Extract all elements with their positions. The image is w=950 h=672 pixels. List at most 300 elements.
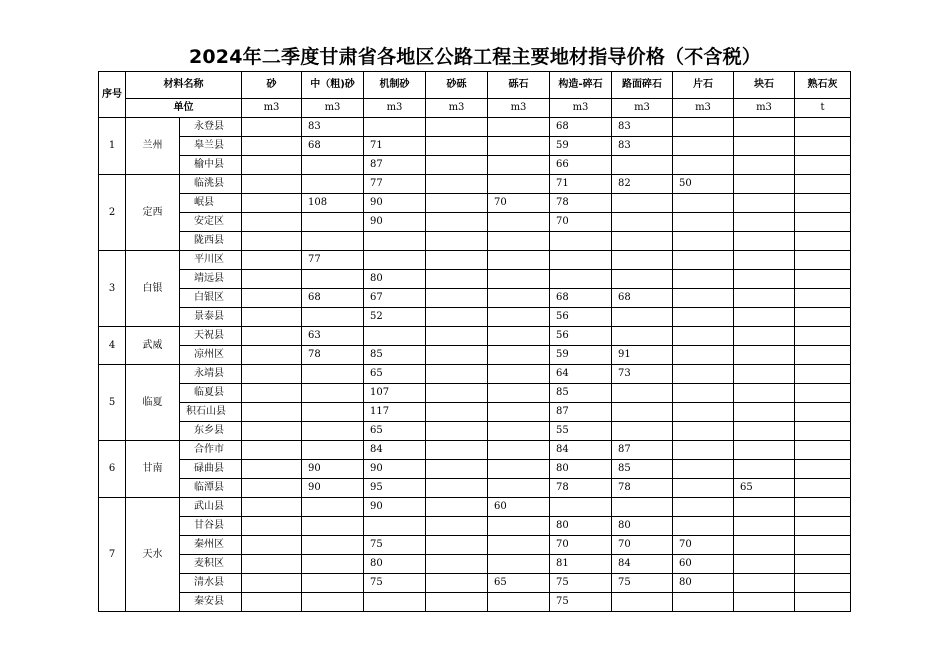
county-name: 东乡县 <box>180 422 242 441</box>
price-cell <box>550 270 612 289</box>
price-cell <box>426 536 488 555</box>
price-cell <box>488 479 550 498</box>
price-cell <box>302 270 364 289</box>
region-seq: 2 <box>99 175 126 251</box>
price-cell <box>426 498 488 517</box>
price-cell <box>612 384 673 403</box>
price-cell <box>795 403 851 422</box>
price-cell <box>795 365 851 384</box>
price-cell <box>795 460 851 479</box>
price-cell: 70 <box>612 536 673 555</box>
price-cell <box>488 251 550 270</box>
price-cell <box>426 156 488 175</box>
price-cell: 71 <box>550 175 612 194</box>
price-cell: 117 <box>364 403 426 422</box>
price-cell <box>426 593 488 612</box>
price-cell: 80 <box>673 574 734 593</box>
price-cell <box>242 422 302 441</box>
table-row <box>99 194 851 213</box>
price-cell <box>488 536 550 555</box>
price-cell: 68 <box>612 289 673 308</box>
price-cell <box>795 270 851 289</box>
price-cell <box>795 498 851 517</box>
price-cell <box>673 517 734 536</box>
price-cell <box>242 403 302 422</box>
price-cell <box>426 327 488 346</box>
price-cell <box>734 460 795 479</box>
page-title: 2024年二季度甘肃省各地区公路工程主要地材指导价格（不含税） <box>188 46 762 68</box>
price-cell: 85 <box>364 346 426 365</box>
header-seq: 序号 <box>99 72 126 118</box>
price-cell: 91 <box>612 346 673 365</box>
price-cell <box>364 118 426 137</box>
price-cell: 75 <box>364 536 426 555</box>
price-cell: 82 <box>612 175 673 194</box>
header-material: 砾石 <box>488 72 550 99</box>
price-cell: 65 <box>364 365 426 384</box>
price-cell <box>242 384 302 403</box>
price-cell: 78 <box>302 346 364 365</box>
price-cell: 60 <box>673 555 734 574</box>
table-row <box>99 289 851 308</box>
price-cell <box>364 251 426 270</box>
price-cell <box>673 137 734 156</box>
table-row <box>99 175 851 194</box>
price-cell: 75 <box>364 574 426 593</box>
price-cell <box>426 403 488 422</box>
table-row <box>99 232 851 251</box>
price-cell: 65 <box>734 479 795 498</box>
table-row <box>99 365 851 384</box>
price-cell <box>242 118 302 137</box>
price-cell <box>734 593 795 612</box>
price-cell <box>673 422 734 441</box>
price-cell <box>242 289 302 308</box>
price-cell <box>302 403 364 422</box>
price-cell <box>302 498 364 517</box>
price-cell <box>302 384 364 403</box>
price-cell <box>795 441 851 460</box>
price-cell: 87 <box>550 403 612 422</box>
table-row <box>99 517 851 536</box>
price-cell <box>426 517 488 536</box>
price-cell <box>426 479 488 498</box>
region-seq: 7 <box>99 498 126 612</box>
price-cell <box>426 289 488 308</box>
price-cell <box>426 232 488 251</box>
price-cell <box>612 403 673 422</box>
price-cell <box>673 270 734 289</box>
price-cell <box>242 574 302 593</box>
price-cell <box>242 517 302 536</box>
price-cell <box>795 327 851 346</box>
price-cell <box>302 156 364 175</box>
header-unit: m3 <box>242 99 302 118</box>
price-cell: 68 <box>550 118 612 137</box>
price-cell <box>673 365 734 384</box>
price-cell <box>426 118 488 137</box>
price-cell <box>734 384 795 403</box>
price-cell: 80 <box>550 460 612 479</box>
county-name: 合作市 <box>180 441 242 460</box>
table-row <box>99 555 851 574</box>
price-cell <box>734 346 795 365</box>
price-cell <box>612 270 673 289</box>
price-cell <box>242 156 302 175</box>
price-cell <box>734 555 795 574</box>
price-cell <box>242 479 302 498</box>
price-cell: 56 <box>550 308 612 327</box>
price-cell <box>673 498 734 517</box>
header-unit: m3 <box>734 99 795 118</box>
header-unit: m3 <box>426 99 488 118</box>
price-cell: 107 <box>364 384 426 403</box>
price-cell <box>426 213 488 232</box>
price-cell <box>364 232 426 251</box>
table-row <box>99 441 851 460</box>
header-unit: m3 <box>673 99 734 118</box>
price-cell: 59 <box>550 346 612 365</box>
price-cell <box>734 270 795 289</box>
header-material: 块石 <box>734 72 795 99</box>
county-name: 白银区 <box>180 289 242 308</box>
price-cell <box>242 175 302 194</box>
table-row <box>99 213 851 232</box>
price-cell <box>673 308 734 327</box>
price-cell <box>734 498 795 517</box>
price-cell: 95 <box>364 479 426 498</box>
region-name: 定西 <box>126 175 180 251</box>
price-cell: 83 <box>612 137 673 156</box>
price-cell <box>734 232 795 251</box>
price-cell <box>488 289 550 308</box>
price-cell <box>612 327 673 346</box>
price-cell <box>795 517 851 536</box>
region-name: 兰州 <box>126 118 180 175</box>
county-name: 平川区 <box>180 251 242 270</box>
header-row-units <box>99 99 851 118</box>
price-cell: 60 <box>488 498 550 517</box>
header-material-name: 材料名称 <box>126 72 242 99</box>
county-name: 景泰县 <box>180 308 242 327</box>
price-cell: 56 <box>550 327 612 346</box>
price-cell: 90 <box>302 479 364 498</box>
price-cell: 84 <box>364 441 426 460</box>
price-cell <box>242 251 302 270</box>
price-cell <box>795 118 851 137</box>
price-cell: 78 <box>550 479 612 498</box>
price-cell <box>795 479 851 498</box>
header-unit: m3 <box>550 99 612 118</box>
price-cell: 80 <box>364 270 426 289</box>
price-cell <box>426 555 488 574</box>
price-cell <box>488 118 550 137</box>
price-cell <box>795 574 851 593</box>
price-cell <box>426 175 488 194</box>
price-cell <box>673 441 734 460</box>
county-name: 永登县 <box>180 118 242 137</box>
price-cell <box>242 593 302 612</box>
price-cell <box>673 403 734 422</box>
price-cell <box>302 422 364 441</box>
price-cell: 85 <box>550 384 612 403</box>
header-material: 构造-碎石 <box>550 72 612 99</box>
price-cell <box>426 460 488 479</box>
header-unit: m3 <box>612 99 673 118</box>
county-name: 临洮县 <box>180 175 242 194</box>
price-cell: 66 <box>550 156 612 175</box>
header-unit: m3 <box>488 99 550 118</box>
price-cell <box>673 460 734 479</box>
price-cell <box>242 460 302 479</box>
price-cell <box>734 365 795 384</box>
price-cell: 70 <box>673 536 734 555</box>
header-material: 砂砾 <box>426 72 488 99</box>
region-seq: 4 <box>99 327 126 365</box>
table-row <box>99 479 851 498</box>
table-row <box>99 270 851 289</box>
price-cell <box>242 365 302 384</box>
county-name: 皋兰县 <box>180 137 242 156</box>
price-cell <box>795 194 851 213</box>
price-cell <box>488 175 550 194</box>
price-cell <box>734 574 795 593</box>
price-cell <box>302 365 364 384</box>
price-cell <box>795 384 851 403</box>
price-cell <box>488 270 550 289</box>
price-cell <box>488 137 550 156</box>
price-cell <box>426 574 488 593</box>
county-name: 榆中县 <box>180 156 242 175</box>
price-cell <box>488 384 550 403</box>
county-name: 临潭县 <box>180 479 242 498</box>
price-cell: 71 <box>364 137 426 156</box>
price-cell <box>242 213 302 232</box>
county-name: 清水县 <box>180 574 242 593</box>
price-cell: 83 <box>302 118 364 137</box>
price-cell <box>426 365 488 384</box>
price-cell: 64 <box>550 365 612 384</box>
price-cell: 70 <box>488 194 550 213</box>
price-cell: 65 <box>488 574 550 593</box>
price-cell <box>734 194 795 213</box>
table-row <box>99 460 851 479</box>
price-cell <box>488 213 550 232</box>
price-cell <box>734 536 795 555</box>
table-row <box>99 327 851 346</box>
price-cell <box>612 194 673 213</box>
table-row <box>99 137 851 156</box>
price-cell <box>242 232 302 251</box>
price-cell: 55 <box>550 422 612 441</box>
county-name: 凉州区 <box>180 346 242 365</box>
price-cell <box>795 251 851 270</box>
price-cell: 87 <box>612 441 673 460</box>
header-unit: m3 <box>302 99 364 118</box>
price-cell: 63 <box>302 327 364 346</box>
price-cell: 75 <box>550 574 612 593</box>
price-cell <box>673 593 734 612</box>
price-cell: 77 <box>364 175 426 194</box>
region-seq: 3 <box>99 251 126 327</box>
price-cell: 81 <box>550 555 612 574</box>
table-row <box>99 308 851 327</box>
price-cell <box>734 517 795 536</box>
header-material: 路面碎石 <box>612 72 673 99</box>
price-cell <box>242 441 302 460</box>
price-cell <box>673 232 734 251</box>
price-cell <box>488 365 550 384</box>
price-cell <box>426 194 488 213</box>
price-cell: 90 <box>302 460 364 479</box>
price-cell <box>426 441 488 460</box>
price-cell <box>673 289 734 308</box>
price-cell <box>426 137 488 156</box>
price-cell <box>488 422 550 441</box>
price-cell <box>612 232 673 251</box>
price-cell: 80 <box>550 517 612 536</box>
price-cell <box>550 232 612 251</box>
price-cell <box>488 555 550 574</box>
price-cell <box>734 308 795 327</box>
county-name: 碌曲县 <box>180 460 242 479</box>
price-cell: 90 <box>364 498 426 517</box>
table-row <box>99 118 851 137</box>
price-cell <box>488 441 550 460</box>
header-material: 片石 <box>673 72 734 99</box>
table-row <box>99 574 851 593</box>
price-cell <box>795 137 851 156</box>
price-cell <box>734 327 795 346</box>
price-cell <box>488 156 550 175</box>
price-cell <box>302 308 364 327</box>
county-name: 临夏县 <box>180 384 242 403</box>
price-cell <box>488 517 550 536</box>
price-cell: 84 <box>550 441 612 460</box>
price-cell: 87 <box>364 156 426 175</box>
county-name: 安定区 <box>180 213 242 232</box>
price-cell <box>795 213 851 232</box>
table-row <box>99 384 851 403</box>
price-cell <box>795 156 851 175</box>
header-material: 机制砂 <box>364 72 426 99</box>
price-cell <box>673 479 734 498</box>
price-cell: 59 <box>550 137 612 156</box>
table-row <box>99 422 851 441</box>
price-cell <box>302 213 364 232</box>
region-name: 白银 <box>126 251 180 327</box>
price-cell <box>426 270 488 289</box>
table-row <box>99 536 851 555</box>
price-cell <box>673 213 734 232</box>
header-material: 砂 <box>242 72 302 99</box>
price-cell <box>673 327 734 346</box>
county-name: 秦州区 <box>180 536 242 555</box>
price-cell <box>426 251 488 270</box>
price-cell <box>426 308 488 327</box>
price-cell <box>612 308 673 327</box>
price-cell <box>364 327 426 346</box>
price-cell: 85 <box>612 460 673 479</box>
price-cell <box>795 536 851 555</box>
county-name: 靖远县 <box>180 270 242 289</box>
table-row <box>99 346 851 365</box>
county-name: 天祝县 <box>180 327 242 346</box>
price-cell <box>302 232 364 251</box>
price-cell <box>612 251 673 270</box>
price-cell <box>795 346 851 365</box>
header-material: 熟石灰 <box>795 72 851 99</box>
price-cell <box>734 213 795 232</box>
header-unit: m3 <box>364 99 426 118</box>
price-cell <box>302 517 364 536</box>
price-cell <box>242 536 302 555</box>
price-cell <box>673 118 734 137</box>
price-cell <box>488 308 550 327</box>
price-cell <box>734 441 795 460</box>
price-cell <box>673 384 734 403</box>
price-cell <box>612 422 673 441</box>
price-cell: 90 <box>364 460 426 479</box>
price-cell <box>242 498 302 517</box>
table-row <box>99 593 851 612</box>
price-cell: 70 <box>550 213 612 232</box>
price-cell <box>488 232 550 251</box>
price-cell <box>242 308 302 327</box>
price-cell <box>795 555 851 574</box>
price-cell <box>734 251 795 270</box>
price-cell <box>242 137 302 156</box>
county-name: 武山县 <box>180 498 242 517</box>
region-name: 甘南 <box>126 441 180 498</box>
price-cell: 75 <box>550 593 612 612</box>
price-cell <box>795 593 851 612</box>
price-cell <box>550 251 612 270</box>
price-cell <box>673 156 734 175</box>
price-cell <box>242 194 302 213</box>
price-cell <box>302 441 364 460</box>
price-cell: 73 <box>612 365 673 384</box>
price-cell <box>488 460 550 479</box>
price-cell: 75 <box>612 574 673 593</box>
county-name: 岷县 <box>180 194 242 213</box>
price-cell <box>488 327 550 346</box>
price-cell <box>364 517 426 536</box>
price-cell <box>795 308 851 327</box>
header-row-materials <box>99 72 851 99</box>
price-cell <box>795 232 851 251</box>
price-cell <box>612 156 673 175</box>
region-name: 武威 <box>126 327 180 365</box>
price-cell <box>734 156 795 175</box>
price-cell <box>734 289 795 308</box>
price-cell <box>302 536 364 555</box>
price-cell <box>302 574 364 593</box>
price-cell <box>734 422 795 441</box>
price-cell <box>673 194 734 213</box>
price-cell <box>488 593 550 612</box>
region-seq: 6 <box>99 441 126 498</box>
price-cell <box>673 346 734 365</box>
price-cell <box>734 118 795 137</box>
price-cell: 78 <box>550 194 612 213</box>
price-cell <box>734 175 795 194</box>
price-cell <box>242 555 302 574</box>
price-cell <box>242 346 302 365</box>
table-row <box>99 156 851 175</box>
price-cell <box>364 593 426 612</box>
price-cell <box>612 498 673 517</box>
